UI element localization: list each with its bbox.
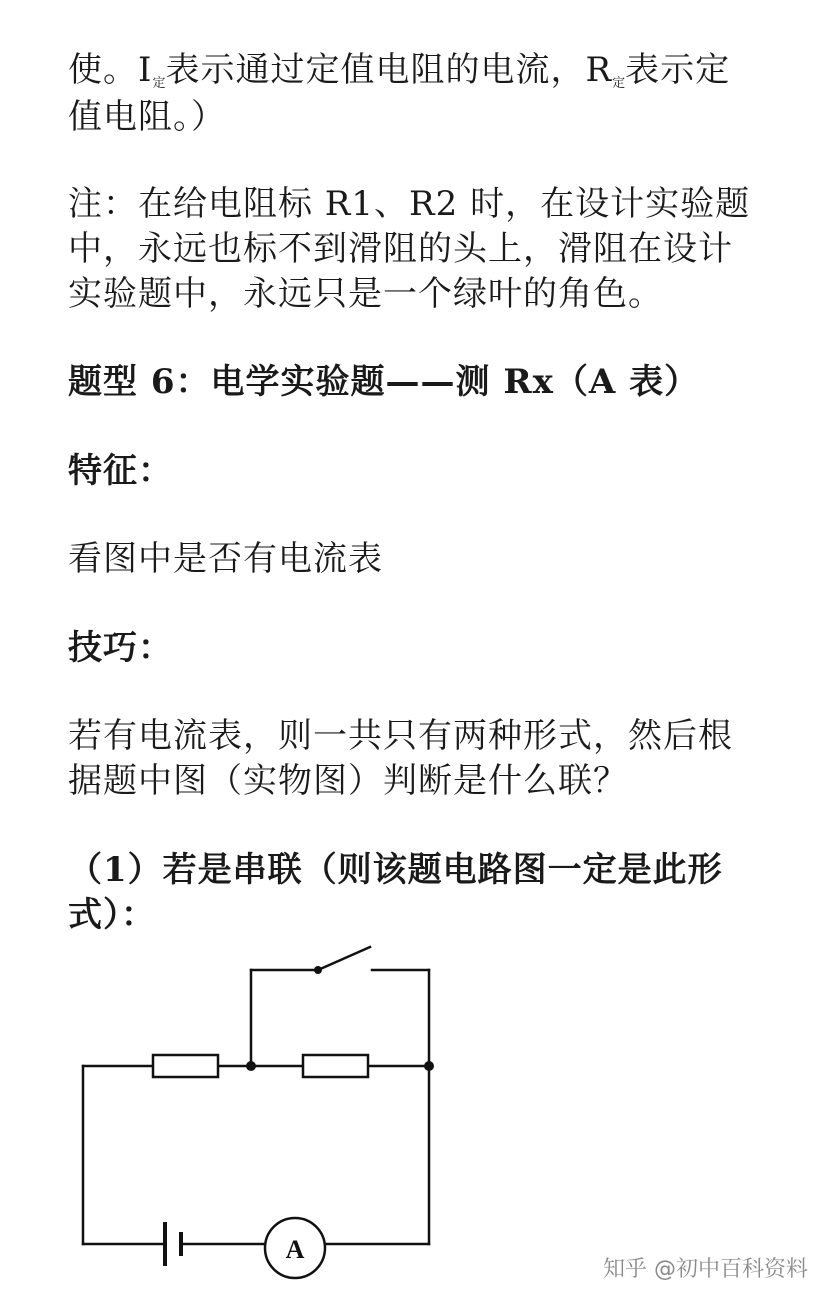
paragraph-1-line-2: 值电阻。） xyxy=(68,97,226,137)
junction-dot-left xyxy=(246,1061,256,1071)
note-line-2: 中，永远也标不到滑阻的头上，滑阻在设计 xyxy=(68,229,733,269)
feature-label: 特征： xyxy=(68,451,173,491)
section-heading: 题型 6：电学实验题——测 Rx（A 表） xyxy=(68,362,700,402)
text-segment: 使。I xyxy=(68,50,153,90)
switch-pivot-dot xyxy=(314,966,322,974)
subscript-ding: 定 xyxy=(152,76,166,91)
switch-blade xyxy=(318,947,370,970)
series-circuit-diagram xyxy=(0,930,828,1307)
tips-line-2: 据题中图（实物图）判断是什么联？ xyxy=(68,761,628,801)
tips-label: 技巧： xyxy=(68,628,173,668)
subscript-ding: 定 xyxy=(612,76,626,91)
text-segment: 表示通过定值电阻的电流，R xyxy=(165,50,613,90)
junction-dot-right xyxy=(424,1061,434,1071)
note-line-3: 实验题中，永远只是一个绿叶的角色。 xyxy=(68,274,663,314)
watermark: 知乎 @初中百科资料 xyxy=(603,1257,808,1282)
ammeter-label: A xyxy=(285,1235,305,1264)
note-line-1: 注：在给电阻标 R1、R2 时，在设计实验题 xyxy=(68,184,751,224)
tips-line-1: 若有电流表，则一共只有两种形式，然后根 xyxy=(68,716,733,756)
case-1-line-2: 式）： xyxy=(68,895,156,935)
feature-text: 看图中是否有电流表 xyxy=(68,539,383,579)
resistor-1 xyxy=(153,1055,218,1077)
case-1-line-1: （1）若是串联（则该题电路图一定是此形 xyxy=(68,850,723,890)
resistor-2 xyxy=(303,1055,368,1077)
text-segment: 表示定 xyxy=(625,50,731,90)
